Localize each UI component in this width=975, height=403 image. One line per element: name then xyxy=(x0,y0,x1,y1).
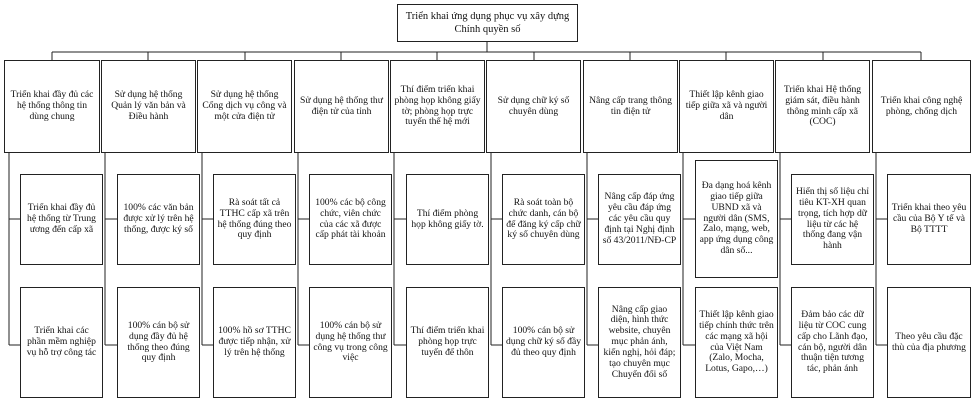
item-node xyxy=(213,174,296,265)
header-node xyxy=(486,60,581,153)
item-node xyxy=(20,174,103,265)
header-node xyxy=(4,60,100,153)
item-label: 100% các văn bản được xử lý trên hệ thống, được ký số xyxy=(123,202,194,235)
item-node xyxy=(598,287,681,398)
item-label: 100% hồ sơ TTHC được tiếp nhận, xử lý trên hệ thống xyxy=(218,325,291,358)
item-label: Nâng cấp giao diện, hình thức website, chuyên mục phản ánh, kiến nghị, hỏi đáp; tạo chuyên mục Chuyển đổi số xyxy=(603,303,676,380)
header-node xyxy=(294,60,389,153)
item-node xyxy=(887,287,971,398)
header-node xyxy=(583,60,678,153)
header-label: Triển khai Hệ thống giám sát, điều hành thông minh cấp xã (COC) xyxy=(783,83,862,128)
header-node xyxy=(390,60,485,153)
header-node xyxy=(101,60,196,153)
item-node xyxy=(406,287,489,398)
item-node xyxy=(791,174,874,265)
item-label: 100% cán bộ sử dụng chữ ký số đầy đủ theo quy định xyxy=(506,325,582,358)
header-node xyxy=(679,60,774,153)
item-label: 100% cán bộ sử dụng đầy đủ hệ thống theo đúng quy định xyxy=(127,319,190,364)
item-node xyxy=(309,287,392,398)
item-label: Nâng cấp đáp ứng yêu cầu đáp ứng các yêu cầu quy định tại Nghị định số 43/2011/NĐ-CP xyxy=(602,191,677,246)
item-node xyxy=(887,174,971,265)
item-node xyxy=(502,287,585,398)
item-node xyxy=(117,287,200,398)
item-node xyxy=(117,174,200,265)
item-node xyxy=(406,174,489,265)
header-label: Thí điểm triển khai phòng họp không giấy tờ; phòng họp trực tuyến thế hệ mới xyxy=(394,83,481,128)
item-node xyxy=(695,160,778,278)
item-node xyxy=(695,287,778,398)
item-label: Rà soát toàn bộ chức danh, cán bộ để đăng ký cấp chữ ký số chuyên dùng xyxy=(506,196,581,241)
root-label: Triển khai ứng dụng phục vụ xây dựng Chính quyền số xyxy=(405,10,570,35)
item-node xyxy=(309,174,392,265)
item-label: 100% cán bộ sử dụng hệ thống thư công vụ trong công việc xyxy=(313,319,388,364)
header-node xyxy=(197,60,292,153)
header-label: Sử dụng hệ thống thư điện tử của tỉnh xyxy=(300,94,383,117)
header-label: Sử dụng chữ ký số chuyên dùng xyxy=(497,94,570,117)
item-label: Thí điểm triển khai phòng họp trực tuyến để thôn xyxy=(410,325,485,358)
item-node xyxy=(598,174,681,265)
item-label: Đa dạng hoá kênh giao tiếp giữa UBND xã và người dân (SMS, Zalo, mạng, web, app ứng dụng công dân số... xyxy=(699,180,774,257)
header-label: Nâng cấp trang thông tin điện tử xyxy=(589,94,672,117)
item-label: Triển khai theo yêu cầu của Bộ Y tế và Bộ TTTT xyxy=(891,202,967,235)
header-label: Triển khai công nghệ phòng, chống dịch xyxy=(880,94,963,117)
item-label: Triển khai đầy đủ hệ thống từ Trung ương đến cấp xã xyxy=(27,202,96,235)
header-label: Sử dụng hệ thống Quản lý văn bản và Điều hành xyxy=(111,89,186,122)
root-node xyxy=(397,4,578,42)
item-node xyxy=(213,287,296,398)
item-label: Đảm bảo các dữ liệu từ COC cung cấp cho Lãnh đạo, cán bộ, người dân thuận tiện tương tác, phản ánh xyxy=(797,309,868,375)
header-label: Triển khai đầy đủ các hệ thống thông tin dùng chung xyxy=(10,89,94,122)
item-label: Thí điểm phòng họp không giấy tờ. xyxy=(411,207,484,230)
header-label: Thiết lập kênh giao tiếp giữa xã và người dân xyxy=(685,89,768,122)
item-label: Hiển thị số liệu chỉ tiêu KT-XH quan trọng, tích hợp dữ liệu từ các hệ thống đang vận hành xyxy=(795,186,869,252)
header-label: Sử dụng hệ thống Cổng dịch vụ công và một cửa điện tử xyxy=(202,89,287,122)
item-node xyxy=(502,174,585,265)
item-node xyxy=(20,287,103,398)
item-label: Triển khai các phần mềm nghiệp vụ hỗ trợ công tác xyxy=(26,325,97,358)
item-node xyxy=(791,287,874,398)
item-label: 100% các bộ công chức, viên chức của các xã được cấp phát tài khoản xyxy=(315,196,386,241)
item-label: Rà soát tất cả TTHC cấp xã trên hệ thống đúng theo quy định xyxy=(217,196,292,241)
item-label: Thiết lập kênh giao tiếp chính thức trên các mạng xã hội của Việt Nam (Zalo, Mocha, Lotus, Gapo,…) xyxy=(699,309,774,375)
header-node xyxy=(872,60,971,153)
header-node xyxy=(775,60,870,153)
item-label: Theo yêu cầu đặc thù của địa phương xyxy=(892,330,966,353)
